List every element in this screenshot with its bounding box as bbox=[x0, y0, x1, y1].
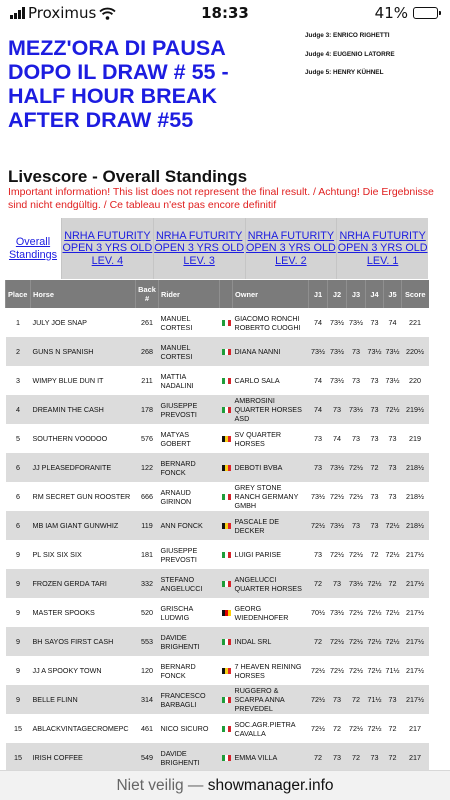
judge-4-score: 72½ bbox=[366, 598, 384, 627]
owner-name: DIANA NANNI bbox=[233, 337, 309, 366]
tab-class-lev-4[interactable]: NRHA FUTURITY OPEN 3 YRS OLD LEV. 4 bbox=[61, 218, 153, 279]
table-row bbox=[6, 308, 429, 337]
judge-3-score: 73 bbox=[347, 511, 366, 540]
place-cell: 9 bbox=[6, 656, 31, 685]
total-score: 219 bbox=[402, 424, 429, 453]
judge-1-score: 73½ bbox=[309, 337, 328, 366]
back-number: 549 bbox=[136, 743, 159, 772]
flag-icon bbox=[222, 668, 231, 674]
back-number: 181 bbox=[136, 540, 159, 569]
table-row bbox=[6, 714, 429, 743]
horse-name: FROZEN GERDA TARI bbox=[31, 569, 136, 598]
owner-name: GEORG WIEDENHOFER bbox=[233, 598, 309, 627]
back-number: 576 bbox=[136, 424, 159, 453]
judge-1-score: 72½ bbox=[309, 714, 328, 743]
back-number: 332 bbox=[136, 569, 159, 598]
horse-name: IRISH COFFEE bbox=[31, 743, 136, 772]
judge-5-score: 72½ bbox=[384, 395, 402, 424]
back-number: 461 bbox=[136, 714, 159, 743]
table-row bbox=[6, 453, 429, 482]
total-score: 217 bbox=[402, 714, 429, 743]
judge-2-score: 72½ bbox=[328, 540, 347, 569]
flag-icon bbox=[222, 436, 231, 442]
horse-name: GUNS N SPANISH bbox=[31, 337, 136, 366]
place-cell: 9 bbox=[6, 598, 31, 627]
rider-name: NICO SICURO bbox=[159, 714, 220, 743]
judge-5-score: 73½ bbox=[384, 337, 402, 366]
back-number: 119 bbox=[136, 511, 159, 540]
judge-3: Judge 3: ENRICO RIGHETTI bbox=[305, 32, 390, 39]
total-score: 217½ bbox=[402, 598, 429, 627]
judge-4-score: 72½ bbox=[366, 627, 384, 656]
owner-name: ANGELUCCI QUARTER HORSES bbox=[233, 569, 309, 598]
owner-name: AMBROSINI QUARTER HORSES ASD bbox=[233, 395, 309, 424]
flag-icon bbox=[222, 581, 231, 587]
table-row bbox=[6, 656, 429, 685]
rider-name: MANUEL CORTESI bbox=[159, 308, 220, 337]
judge-1-score: 72 bbox=[309, 627, 328, 656]
judge-5: Judge 5: HENRY KÜHNEL bbox=[305, 69, 384, 76]
judge-1-score: 72½ bbox=[309, 511, 328, 540]
judge-5-score: 73 bbox=[384, 453, 402, 482]
place-cell: 9 bbox=[6, 540, 31, 569]
flag-icon bbox=[222, 320, 231, 326]
col-flag bbox=[220, 280, 233, 308]
judge-3-score: 72 bbox=[347, 743, 366, 772]
judge-2-score: 73½ bbox=[328, 366, 347, 395]
rider-name: BERNARD FONCK bbox=[159, 453, 220, 482]
rider-name: STEFANO ANGELUCCI bbox=[159, 569, 220, 598]
judge-2-score: 72 bbox=[328, 714, 347, 743]
judge-3-score: 73½ bbox=[347, 395, 366, 424]
nation-flag bbox=[220, 308, 233, 337]
rider-name: ARNAUD GIRINON bbox=[159, 482, 220, 511]
total-score: 217½ bbox=[402, 685, 429, 714]
judge-4: Judge 4: EUGENIO LATORRE bbox=[305, 50, 395, 58]
owner-name: CARLO SALA bbox=[233, 366, 309, 395]
place-cell: 1 bbox=[6, 308, 31, 337]
place-cell: 9 bbox=[6, 627, 31, 656]
nation-flag bbox=[220, 395, 233, 424]
place-cell: 6 bbox=[6, 482, 31, 511]
owner-name: EMMA VILLA bbox=[233, 743, 309, 772]
judge-2-score: 73 bbox=[328, 395, 347, 424]
nation-flag bbox=[220, 540, 233, 569]
judge-5-score: 73 bbox=[384, 424, 402, 453]
url-host: showmanager.info bbox=[207, 777, 334, 794]
place-cell: 15 bbox=[6, 743, 31, 772]
battery-icon bbox=[413, 7, 438, 19]
flag-icon bbox=[222, 378, 231, 384]
back-number: 666 bbox=[136, 482, 159, 511]
judge-3-score: 73½ bbox=[347, 308, 366, 337]
judge-2-score: 73½ bbox=[328, 308, 347, 337]
judge-2-score: 72½ bbox=[328, 482, 347, 511]
flag-icon bbox=[222, 726, 231, 732]
judge-4-score: 72 bbox=[366, 453, 384, 482]
judge-5-score: 72½ bbox=[384, 598, 402, 627]
judge-5-score: 72½ bbox=[384, 511, 402, 540]
owner-name: 7 HEAVEN REINING HORSES bbox=[233, 656, 309, 685]
judge-1-score: 73 bbox=[309, 424, 328, 453]
col-j4: J4 bbox=[366, 280, 384, 308]
nation-flag bbox=[220, 743, 233, 772]
rider-name: DAVIDE BRIGHENTI bbox=[159, 627, 220, 656]
judge-2-score: 73 bbox=[328, 569, 347, 598]
judge-5-score: 72 bbox=[384, 714, 402, 743]
judge-2-score: 74 bbox=[328, 424, 347, 453]
flag-icon bbox=[222, 552, 231, 558]
total-score: 217½ bbox=[402, 540, 429, 569]
col-j5: J5 bbox=[384, 280, 402, 308]
table-row bbox=[6, 569, 429, 598]
judge-3-score: 73 bbox=[347, 424, 366, 453]
horse-name: DREAMIN THE CASH bbox=[31, 395, 136, 424]
back-number: 314 bbox=[136, 685, 159, 714]
table-row bbox=[6, 395, 429, 424]
judge-3-score: 72½ bbox=[347, 714, 366, 743]
table-row bbox=[6, 424, 429, 453]
judge-1-score: 73 bbox=[309, 540, 328, 569]
nation-flag bbox=[220, 627, 233, 656]
standings-table bbox=[5, 280, 429, 772]
nation-flag bbox=[220, 569, 233, 598]
nation-flag bbox=[220, 598, 233, 627]
rider-name: MANUEL CORTESI bbox=[159, 337, 220, 366]
rider-name: GIUSEPPE PREVOSTI bbox=[159, 395, 220, 424]
total-score: 217½ bbox=[402, 627, 429, 656]
flag-icon bbox=[222, 697, 231, 703]
judge-1-score: 74 bbox=[309, 308, 328, 337]
owner-name: PASCALE DE DECKER bbox=[233, 511, 309, 540]
place-cell: 4 bbox=[6, 395, 31, 424]
owner-name: SOC.AGR.PIETRA CAVALLA bbox=[233, 714, 309, 743]
horse-name: ABLACKVINTAGECROMEPC bbox=[31, 714, 136, 743]
table-row bbox=[6, 511, 429, 540]
table-row bbox=[6, 598, 429, 627]
col-j1: J1 bbox=[309, 280, 328, 308]
rider-name: GIUSEPPE PREVOSTI bbox=[159, 540, 220, 569]
owner-name: DEBOTI BVBA bbox=[233, 453, 309, 482]
nation-flag bbox=[220, 337, 233, 366]
battery-group bbox=[375, 4, 438, 22]
judge-5-score: 74 bbox=[384, 308, 402, 337]
back-number: 120 bbox=[136, 656, 159, 685]
total-score: 218½ bbox=[402, 453, 429, 482]
back-number: 520 bbox=[136, 598, 159, 627]
judge-1-score: 72 bbox=[309, 569, 328, 598]
back-number: 268 bbox=[136, 337, 159, 366]
judge-3-score: 72½ bbox=[347, 540, 366, 569]
horse-name: JULY JOE SNAP bbox=[31, 308, 136, 337]
nation-flag bbox=[220, 424, 233, 453]
flag-icon bbox=[222, 755, 231, 761]
back-number: 122 bbox=[136, 453, 159, 482]
judge-3-score: 72½ bbox=[347, 453, 366, 482]
col-horse: Horse bbox=[31, 280, 136, 308]
judge-2-score: 73½ bbox=[328, 511, 347, 540]
judge-3-score: 73 bbox=[347, 337, 366, 366]
col-owner: Owner bbox=[233, 280, 309, 308]
judge-4-score: 73 bbox=[366, 395, 384, 424]
col-rider: Rider bbox=[159, 280, 220, 308]
place-cell: 6 bbox=[6, 511, 31, 540]
col-j2: J2 bbox=[328, 280, 347, 308]
horse-name: JJ A SPOOKY TOWN bbox=[31, 656, 136, 685]
table-row bbox=[6, 685, 429, 714]
carrier-name: Proximus bbox=[28, 4, 97, 22]
judge-3-score: 72½ bbox=[347, 627, 366, 656]
judge-1-score: 72½ bbox=[309, 685, 328, 714]
judge-3-score: 72½ bbox=[347, 598, 366, 627]
total-score: 217 bbox=[402, 743, 429, 772]
owner-name: SV QUARTER HORSES bbox=[233, 424, 309, 453]
place-cell: 5 bbox=[6, 424, 31, 453]
nation-flag bbox=[220, 511, 233, 540]
horse-name: MB IAM GIANT GUNWHIZ bbox=[31, 511, 136, 540]
livescore-title: Livescore - Overall Standings bbox=[8, 167, 248, 186]
judge-1-score: 72 bbox=[309, 743, 328, 772]
col-back: Back # bbox=[136, 280, 159, 308]
table-row bbox=[6, 482, 429, 511]
judge-2-score: 73½ bbox=[328, 337, 347, 366]
judge-5-score: 73½ bbox=[384, 366, 402, 395]
judge-4-score: 72½ bbox=[366, 714, 384, 743]
flag-icon bbox=[222, 465, 231, 471]
flag-icon bbox=[222, 494, 231, 500]
judge-3-score: 73½ bbox=[347, 569, 366, 598]
standings-body bbox=[6, 308, 429, 772]
status-bar bbox=[0, 0, 450, 26]
table-row bbox=[6, 540, 429, 569]
nation-flag bbox=[220, 656, 233, 685]
horse-name: BH SAYOS FIRST CASH bbox=[31, 627, 136, 656]
judge-4-score: 73 bbox=[366, 482, 384, 511]
table-header-row bbox=[6, 280, 429, 308]
judge-4-score: 72½ bbox=[366, 569, 384, 598]
judge-1-score: 70½ bbox=[309, 598, 328, 627]
total-score: 220 bbox=[402, 366, 429, 395]
judge-1-score: 74 bbox=[309, 395, 328, 424]
col-place: Place bbox=[6, 280, 31, 308]
table-row bbox=[6, 366, 429, 395]
back-number: 211 bbox=[136, 366, 159, 395]
battery-percent: 41% bbox=[374, 4, 408, 22]
url-bar[interactable] bbox=[0, 770, 450, 800]
security-label: Niet veilig — bbox=[116, 777, 204, 794]
rider-name: DAVIDE BRIGHENTI bbox=[159, 743, 220, 772]
judge-3-score: 72½ bbox=[347, 482, 366, 511]
judge-3-score: 72 bbox=[347, 685, 366, 714]
horse-name: MASTER SPOOKS bbox=[31, 598, 136, 627]
place-cell: 3 bbox=[6, 366, 31, 395]
judge-2-score: 72½ bbox=[328, 627, 347, 656]
judge-2-score: 73½ bbox=[328, 598, 347, 627]
flag-icon bbox=[222, 407, 231, 413]
rider-name: FRANCESCO BARBAGLI bbox=[159, 685, 220, 714]
judge-2-score: 73 bbox=[328, 743, 347, 772]
judge-4-score: 73 bbox=[366, 743, 384, 772]
table-row bbox=[6, 627, 429, 656]
total-score: 217½ bbox=[402, 569, 429, 598]
flag-icon bbox=[222, 610, 231, 616]
owner-name: INDAL SRL bbox=[233, 627, 309, 656]
owner-name: RUGGERO & SCARPA ANNA PREVEDEL bbox=[233, 685, 309, 714]
judge-1-score: 73 bbox=[309, 453, 328, 482]
judge-4-score: 73 bbox=[366, 511, 384, 540]
judge-2-score: 73½ bbox=[328, 453, 347, 482]
horse-name: PL SIX SIX SIX bbox=[31, 540, 136, 569]
class-tabs bbox=[5, 218, 428, 279]
judge-1-score: 73½ bbox=[309, 482, 328, 511]
flag-icon bbox=[222, 349, 231, 355]
nation-flag bbox=[220, 714, 233, 743]
nation-flag bbox=[220, 453, 233, 482]
flag-icon bbox=[222, 639, 231, 645]
table-row bbox=[6, 743, 429, 772]
judge-3-score: 73 bbox=[347, 366, 366, 395]
total-score: 220½ bbox=[402, 337, 429, 366]
col-score: Score bbox=[402, 280, 429, 308]
place-cell: 9 bbox=[6, 685, 31, 714]
rider-name: GRISCHA LUDWIG bbox=[159, 598, 220, 627]
total-score: 221 bbox=[402, 308, 429, 337]
tab-class-lev-1[interactable]: NRHA FUTURITY OPEN 3 YRS OLD LEV. 1 bbox=[336, 218, 428, 279]
judge-5-score: 72½ bbox=[384, 627, 402, 656]
tab-class-lev-2[interactable]: NRHA FUTURITY OPEN 3 YRS OLD LEV. 2 bbox=[245, 218, 337, 279]
place-cell: 6 bbox=[6, 453, 31, 482]
judge-4-score: 73 bbox=[366, 308, 384, 337]
clock: 18:33 bbox=[201, 4, 249, 22]
judge-5-score: 72½ bbox=[384, 540, 402, 569]
judge-1-score: 72½ bbox=[309, 656, 328, 685]
place-cell: 15 bbox=[6, 714, 31, 743]
judge-4-score: 73 bbox=[366, 424, 384, 453]
judge-5-score: 71½ bbox=[384, 656, 402, 685]
total-score: 219½ bbox=[402, 395, 429, 424]
nation-flag bbox=[220, 366, 233, 395]
rider-name: BERNARD FONCK bbox=[159, 656, 220, 685]
judge-1-score: 74 bbox=[309, 366, 328, 395]
rider-name: MATTIA NADALINI bbox=[159, 366, 220, 395]
nation-flag bbox=[220, 482, 233, 511]
horse-name: RM SECRET GUN ROOSTER bbox=[31, 482, 136, 511]
rider-name: MATYAS GOBERT bbox=[159, 424, 220, 453]
tab-overall-standings[interactable]: Overall Standings bbox=[5, 218, 61, 279]
judge-4-score: 72 bbox=[366, 540, 384, 569]
back-number: 553 bbox=[136, 627, 159, 656]
place-cell: 9 bbox=[6, 569, 31, 598]
judge-2-score: 72½ bbox=[328, 656, 347, 685]
owner-name: LUIGI PARISE bbox=[233, 540, 309, 569]
judge-4-score: 73 bbox=[366, 366, 384, 395]
horse-name: WIMPY BLUE DUN IT bbox=[31, 366, 136, 395]
judges-list bbox=[305, 31, 395, 87]
col-j3: J3 bbox=[347, 280, 366, 308]
judge-5-score: 72 bbox=[384, 743, 402, 772]
judge-2-score: 73 bbox=[328, 685, 347, 714]
place-cell: 2 bbox=[6, 337, 31, 366]
table-row bbox=[6, 337, 429, 366]
back-number: 178 bbox=[136, 395, 159, 424]
page-title: MEZZ'ORA DI PAUSA DOPO IL DRAW # 55 - HALF HOUR BREAK AFTER DRAW #55 bbox=[8, 36, 229, 132]
horse-name: BELLE FLINN bbox=[31, 685, 136, 714]
tab-class-lev-3[interactable]: NRHA FUTURITY OPEN 3 YRS OLD LEV. 3 bbox=[153, 218, 245, 279]
total-score: 218½ bbox=[402, 511, 429, 540]
total-score: 218½ bbox=[402, 482, 429, 511]
judge-4-score: 71½ bbox=[366, 685, 384, 714]
judge-5-score: 73 bbox=[384, 685, 402, 714]
back-number: 261 bbox=[136, 308, 159, 337]
owner-name: GREY STONE RANCH GERMANY GMBH bbox=[233, 482, 309, 511]
horse-name: SOUTHERN VOODOO bbox=[31, 424, 136, 453]
judge-5-score: 73 bbox=[384, 482, 402, 511]
total-score: 217½ bbox=[402, 656, 429, 685]
judge-4-score: 72½ bbox=[366, 656, 384, 685]
judge-4-score: 73½ bbox=[366, 337, 384, 366]
rider-name: ANN FONCK bbox=[159, 511, 220, 540]
judge-3-score: 72½ bbox=[347, 656, 366, 685]
horse-name: JJ PLEASEDFORANITE bbox=[31, 453, 136, 482]
flag-icon bbox=[222, 523, 231, 529]
nation-flag bbox=[220, 685, 233, 714]
judge-5-score: 72 bbox=[384, 569, 402, 598]
warning-text: Important information! This list does not represent the final result. / Achtung! Die Ergebnisse sind nicht endgültig. / Ce tableau n'est pas encore definitif bbox=[8, 186, 434, 211]
owner-name: GIACOMO RONCHI ROBERTO CUOGHI bbox=[233, 308, 309, 337]
